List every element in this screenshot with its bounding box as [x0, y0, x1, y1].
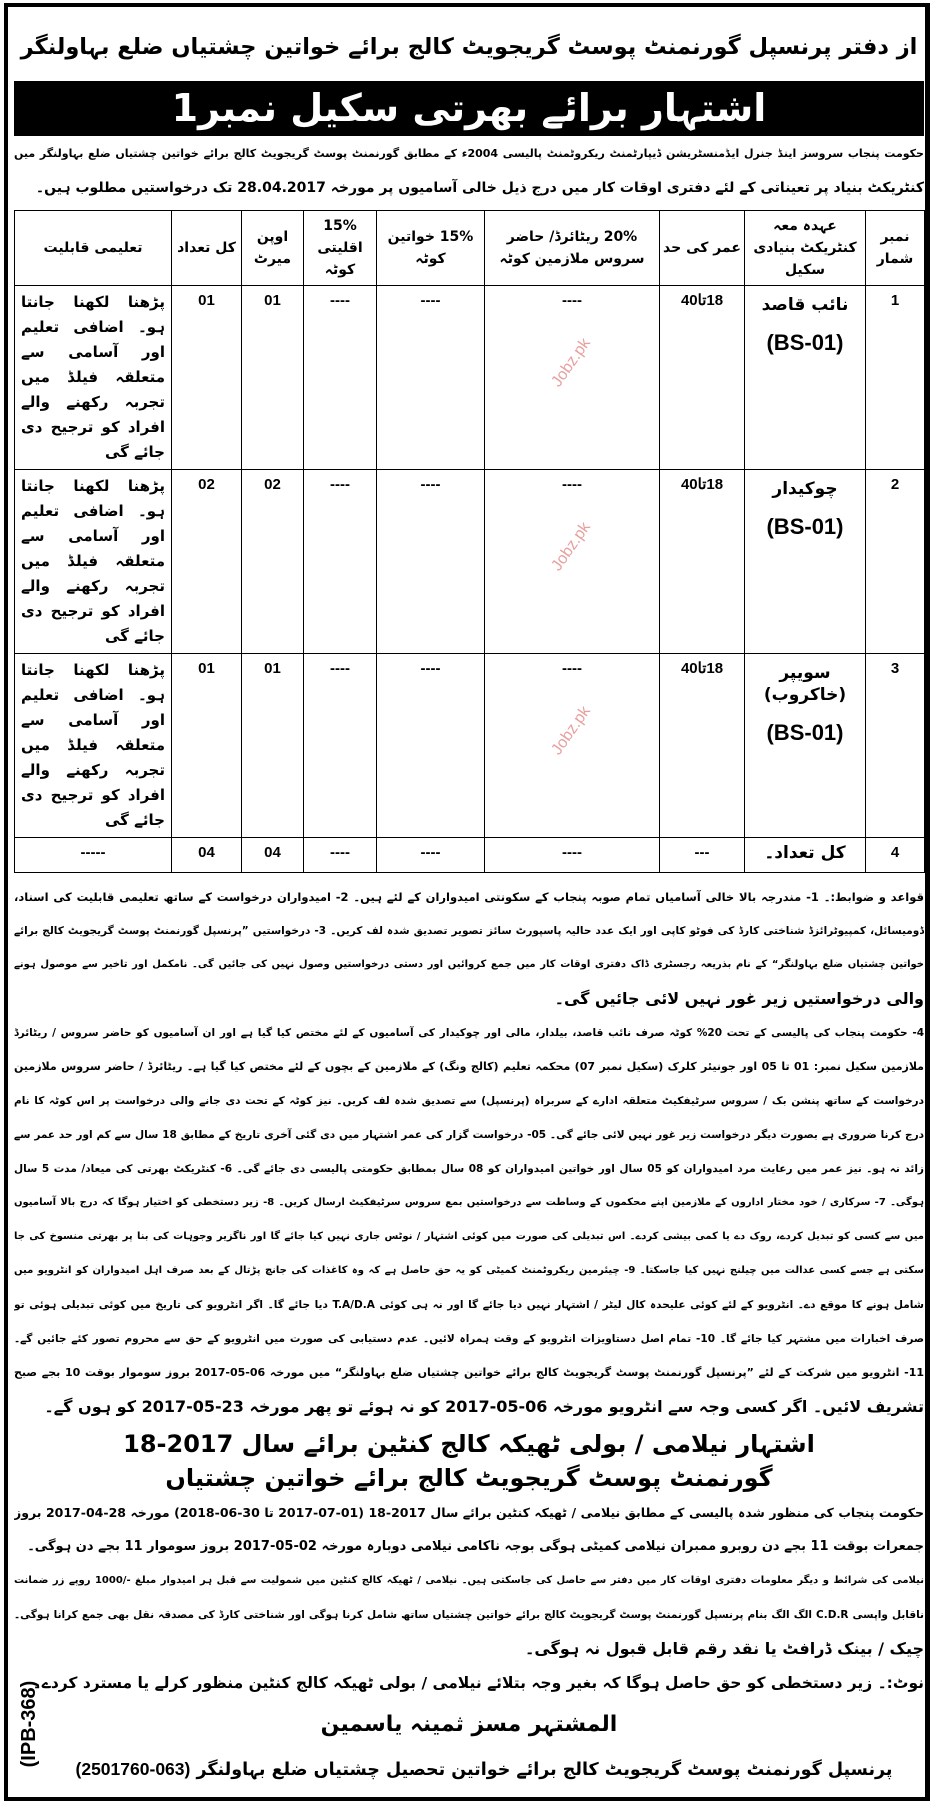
rules-line: ڈومیسائل، کمپیوٹرائزڈ شناختی کارڈ کی فوٹو کاپی اور ایک عدد حالیہ پاسپورٹ سائز تصویر تصدیق شدہ لف کریں۔ 3- درخواستیں ”پرنسپل گورنمنٹ پوسٹ گریجویٹ کالج برائے: [14, 925, 924, 937]
post-name: نائب قاصد: [761, 295, 849, 315]
total-cell: 04: [172, 838, 242, 873]
retired-quota-cell: [485, 286, 660, 470]
header-retired-quota: 20% ریٹائرڈ/ حاضر سروس ملازمین کوٹہ: [485, 211, 660, 286]
rules-line: میں سے کسی کو تبدیل کردے، روک دے یا کمی بیشی کردے۔ اس تبدیلی کی صورت میں کوئی اشتہار / نوٹس جاری نہیں کیا جائے گا اور ناگزیر وجوہات کی بنا پر بھرتی منسوخ کی جا: [14, 1231, 924, 1242]
serial-cell: 2: [866, 470, 925, 654]
post-cell: [745, 470, 866, 654]
qualification-cell: پڑھنا لکھنا جانتا ہو۔ اضافی تعلیم اور آسامی سے متعلقہ فیلڈ میں تجربہ رکھنے والے افراد کو ترجیح دی جائے گی: [15, 470, 172, 654]
footer-address: پرنسپل گورنمنٹ پوسٹ گریجویٹ کالج برائے خواتین تحصیل چشتیاں ضلع بہاولنگر: [196, 1760, 893, 1780]
rules-line: سکتی ہے جسے کسی عدالت میں چیلنج نہیں کیا جاسکتا۔ 9- چیئرمین ریکروٹمنٹ کمیٹی کو یہ حق حاصل ہے کہ وہ کاغذات کی جانچ پڑتال کے بعد صرف اہل امیدواران کو انٹرویو میں: [14, 1265, 924, 1276]
open-merit-cell: 01: [242, 286, 304, 470]
retired-quota-cell: [485, 470, 660, 654]
footer-phone: (063-2501760): [75, 1759, 191, 1779]
table-row: [15, 470, 925, 654]
auction-line: چیک / بینک ڈرافٹ یا نقد رقم قابل قبول نہ ہوگی۔: [524, 1639, 924, 1658]
auction-line: حکومت پنجاب کی منظور شدہ پالیسی کے مطابق نیلامی / ٹھیکہ کنٹین برائے سال 2017-18 (01-07-2017 تا 30-06-2018) مورخہ 28-04-2017 بروز: [14, 1505, 924, 1520]
watermark: Jobz.pk: [548, 703, 595, 759]
retired-quota-value: ----: [562, 660, 582, 677]
auction-line: نیلامی کی شرائط و دیگر معلومات دفتری اوقات کار میں دفتر سے حاصل کی جاسکتی ہیں۔ نیلامی / ٹھیکہ کالج کنٹین میں شمولیت سے قبل ہر امیدوار مبلغ -/1000 روپے زر ضمانت: [14, 1575, 924, 1586]
rules-line: 11- انٹرویو میں شرکت کے لئے ”پرنسپل گورنمنٹ پوسٹ گریجویٹ کالج برائے خواتین چشتیاں ضلع بہاولنگر“ میں مورخہ 06-05-2017 بروز سوموار بوقت 10 بجے صبح: [14, 1366, 924, 1379]
qualification-cell: پڑھنا لکھنا جانتا ہو۔ اضافی تعلیم اور آسامی سے متعلقہ فیلڈ میں تجربہ رکھنے والے افراد کو ترجیح دی جائے گی: [15, 286, 172, 470]
ad-border: [4, 3, 930, 1801]
footer-address-line: [74, 1749, 894, 1789]
total-cell: 01: [172, 654, 242, 838]
watermark: Jobz.pk: [548, 335, 595, 391]
qualification-cell: پڑھنا لکھنا جانتا ہو۔ اضافی تعلیم اور آسامی سے متعلقہ فیلڈ میں تجربہ رکھنے والے افراد کو ترجیح دی جائے گی: [15, 654, 172, 838]
office-title: از دفتر پرنسپل گورنمنٹ پوسٹ گریجویٹ کالج برائے خواتین چشتیاں ضلع بہاولنگر: [20, 34, 918, 60]
women-quota-cell: ----: [377, 838, 485, 873]
serial-cell: 1: [866, 286, 925, 470]
women-quota-cell: ----: [377, 654, 485, 838]
auction-subtitle: گورنمنٹ پوسٹ گریجویٹ کالج برائے خواتین چشتیاں: [165, 1464, 773, 1492]
header-total: کل تعداد: [172, 211, 242, 286]
post-scale: (BS-01): [766, 720, 844, 745]
open-merit-cell: 01: [242, 654, 304, 838]
intro-line: حکومت پنجاب سروسز اینڈ جنرل ایڈمنسٹریشن ڈیپارٹمنٹ ریکروٹمنٹ پالیسی 2004ء کے مطابق گورنمنٹ پوسٹ گریجویٹ کالج برائے خواتین چشتیاں ضلع بہاولنگر میں: [14, 147, 924, 160]
header-age: عمر کی حد: [660, 211, 745, 286]
header-minority-quota: 15% اقلیتی کوٹہ: [304, 211, 377, 286]
auction-title: اشتہار نیلامی / بولی ٹھیکہ کالج کنٹین برائے سال 2017-18: [123, 1430, 815, 1458]
auction-note: [14, 1668, 924, 1699]
recruitment-banner: اشتہار برائے بھرتی سکیل نمبر1: [14, 81, 924, 136]
header-open-merit: اوپن میرٹ: [242, 211, 304, 286]
ad-code: (IPB-368): [18, 1680, 40, 1768]
watermark: Jobz.pk: [548, 519, 595, 575]
retired-quota-value: ----: [562, 292, 582, 309]
women-quota-cell: ----: [377, 286, 485, 470]
post-scale: (BS-01): [766, 514, 844, 539]
rules-text: 1- مندرجہ بالا خالی آسامیاں تمام صوبہ پنجاب کے سکونتی امیدواران کے لئے ہیں۔ 2- امیدواران درخواست کے ساتھ تعلیمی قابلیت کی اسناد،: [14, 890, 819, 904]
total-cell: 01: [172, 286, 242, 470]
women-quota-cell: ----: [377, 470, 485, 654]
rules-line: والی درخواستیں زیر غور نہیں لائی جائیں گی۔: [554, 989, 924, 1008]
rules-line: 4- حکومت پنجاب کی پالیسی کے تحت 20% کوٹہ صرف نائب قاصد، بیلدار، مالی اور چوکیدار کی آسامیوں کے لئے مختص کیا گیا ہے اور ان آسامیوں کو حاضر سروس / ریٹائرڈ: [14, 1027, 924, 1039]
age-cell: 18تا40: [660, 286, 745, 470]
table-total-row: [15, 838, 925, 873]
rules-line: درج کرنا ضروری ہے بصورت دیگر درخواست زیر غور نہیں لائی جائے گی۔ 05- درخواست گزار کی عمر اشتہار میں دی گئی آخری تاریخ کے مطابق 18 سال سے کم اور حد عمر سے: [14, 1129, 924, 1141]
rules-line: شامل ہونے کا موقع دے۔ انٹرویو کے لئے کوئی علیحدہ کال لیٹر / اشتہار نہیں دیا جائے گا اور نہ ہی کوئی T.A/D.A دیا جائے گا۔ اگر انٹرویو کی تاریخ میں کوئی تبدیلی ہوئی تو: [14, 1299, 924, 1311]
age-cell: 18تا40: [660, 470, 745, 654]
age-cell: ---: [660, 838, 745, 873]
age-cell: 18تا40: [660, 654, 745, 838]
auction-line: ناقابل واپسی C.D.R الگ الگ بنام پرنسپل گورنمنٹ پوسٹ گریجویٹ کالج برائے خواتین چشتیاں ساتھ شامل کرنا ہوگی اور شناختی کارڈ کی مصدقہ نقل بھی جمع کرانا ہوگی۔: [14, 1609, 924, 1621]
header-post: عہدہ معہ کنٹریکٹ بنیادی سکیل: [745, 211, 866, 286]
header-women-quota: 15% خواتین کوٹہ: [377, 211, 485, 286]
rules-line: [14, 882, 924, 913]
rules-line: ملازمین سکیل نمبر: 01 تا 05 اور جونیئر کلرک (سکیل نمبر 07) محکمہ تعلیم (کالج ونگ) کے ملازمین کے بچوں کے لئے مختص کیا گیا ہے۔ ریٹائرڈ / حاضر سروس ملازمین: [14, 1060, 924, 1073]
post-cell: [745, 654, 866, 838]
post-scale: (BS-01): [766, 330, 844, 355]
serial-cell: 3: [866, 654, 925, 838]
post-cell: [745, 286, 866, 470]
open-merit-cell: 02: [242, 470, 304, 654]
table-header-row: [15, 211, 925, 286]
rules-line: زائد نہ ہو۔ نیز عمر میں رعایت مرد امیدواران کو 05 سال اور خواتین امیدواران کو 08 سال بمطابق حکومتی پالیسی دی جائے گی۔ 6- کنٹریکٹ بھرتی کی میعاد/ مدت 5 سال: [14, 1163, 924, 1175]
auction-line: جمعرات بوقت 11 بجے دن روبرو ممبران نیلامی کمیٹی ہوگی بوجہ ناکامی نیلامی دوبارہ مورخہ 02-05-2017 بروز سوموار 11 بجے دن ہوگی۔: [27, 1539, 924, 1554]
retired-quota-cell: ----: [485, 838, 660, 873]
note-text: زیر دستخطی کو حق حاصل ہوگا کہ بغیر وجہ بتلائے نیلامی / بولی ٹھیکہ کالج کنٹین منظور کرلے یا مسترد کردے۔: [32, 1674, 873, 1692]
table-row: [15, 286, 925, 470]
retired-quota-value: ----: [562, 476, 582, 493]
table-row: [15, 654, 925, 838]
rules-line: خواتین چشتیاں ضلع بہاولنگر“ کے نام بذریعہ رجسٹری ڈاک دفتری اوقات کار میں جمع کروائیں اور دستی درخواستیں وصول نہیں کی جائیں گی۔ نامکمل اور تاخیر سے موصول ہونے: [14, 959, 924, 970]
rules-line: ہوگی۔ 7- سرکاری / خود مختار اداروں کے ملازمین اپنے محکموں کے وساطت سے درخواستیں بمع سروس سرٹیفکیٹ ارسال کریں۔ 8- زیر دستخطی کو اختیار ہوگا کہ درج بالا آسامیوں: [14, 1197, 924, 1208]
advertiser-name: المشتہر مسز ثمینہ یاسمین: [320, 1712, 618, 1737]
minority-quota-cell: ----: [304, 838, 377, 873]
minority-quota-cell: ----: [304, 654, 377, 838]
open-merit-cell: 04: [242, 838, 304, 873]
rules-line: صرف اخبارات میں مشتہر کیا جائے گا۔ 10- تمام اصل دستاویزات انٹرویو کے وقت ہمراہ لائیں۔ عدم دستیابی کی صورت میں انٹرویو کے حق سے محروم تصور کئے جائیں گے۔: [14, 1333, 924, 1345]
post-name: چوکیدار: [772, 479, 838, 499]
rules-line: تشریف لائیں۔ اگر کسی وجہ سے انٹرویو مورخہ 06-05-2017 کو نہ ہوئے تو پھر مورخہ 23-05-2017 کو ہوں گے۔: [44, 1397, 924, 1416]
qualification-cell: -----: [15, 838, 172, 873]
header-serial: نمبر شمار: [866, 211, 925, 286]
intro-line: کنٹریکٹ بنیاد پر تعیناتی کے لئے دفتری اوقات کار میں درج ذیل خالی آسامیوں پر مورخہ 28.04.2017 تک درخواستیں مطلوب ہیں۔: [35, 180, 924, 196]
posts-table: [14, 210, 925, 873]
post-name: سویپر (خاکروب): [763, 663, 847, 705]
header-qualification: تعلیمی قابلیت: [15, 211, 172, 286]
serial-cell: 4: [866, 838, 925, 873]
total-cell: 02: [172, 470, 242, 654]
minority-quota-cell: ----: [304, 286, 377, 470]
rules-line: درخواست کے ساتھ پنشن بک / سروس سرٹیفکیٹ متعلقہ ادارے کے سربراہ (پرنسپل) سے تصدیق شدہ لف کریں۔ نیز کوٹہ کے تحت دی جانے والی درخواست پر اس کوٹہ کا نام: [14, 1095, 924, 1107]
rules-heading: قواعد و ضوابط:۔: [823, 890, 924, 904]
note-label: نوٹ:۔: [877, 1674, 924, 1692]
total-label: کل تعداد۔: [745, 838, 866, 873]
retired-quota-cell: [485, 654, 660, 838]
minority-quota-cell: ----: [304, 470, 377, 654]
